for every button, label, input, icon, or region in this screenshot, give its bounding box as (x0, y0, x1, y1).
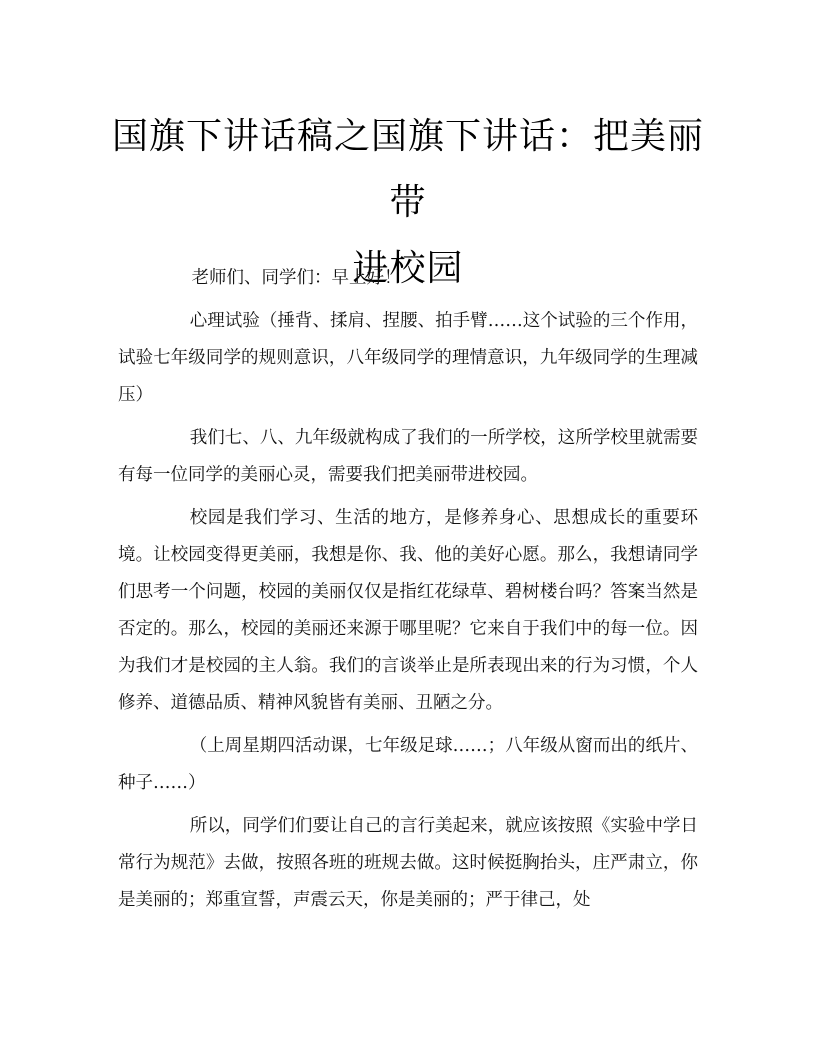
paragraph-conclusion: 所以，同学们们要让自己的言行美起来，就应该按照《实验中学日常行为规范》去做，按照各班的班规去做。这时候挺胸抬头，庄严肃立，你是美丽的；郑重宣誓，声震云天，你是美丽的；严于律己，处 (118, 816, 698, 910)
paragraph-greeting: 老师们、同学们：早上好！ (191, 268, 402, 288)
paragraph-school: 我们七、八、九年级就构成了我们的一所学校，这所学校里就需要有每一位同学的美丽心灵，需要我们把美丽带进校园。 (118, 428, 698, 485)
paragraph-experiment: 心理试验（捶背、揉肩、捏腰、拍手臂……这个试验的三个作用，试验七年级同学的规则意识，八年级同学的理情意识，九年级同学的生理减压） (118, 311, 698, 405)
document-body (118, 260, 698, 925)
paragraph-campus: 校园是我们学习、生活的地方，是修养身心、思想成长的重要环境。让校园变得更美丽，我想是你、我、他的美好心愿。那么，我想请同学们思考一个问题，校园的美丽仅仅是指红花绿草、碧树楼台吗？答案当然是否定的。那么，校园的美丽还来源于哪里呢？它来自于我们中的每一位。因为我们才是校园的主人翁。我们的言谈举止是所表现出来的行为习惯，个人修养、道德品质、精神风貌皆有美丽、丑陋之分。 (118, 508, 698, 713)
title-line-1: 国旗下讲话稿之国旗下讲话：把美丽带 (111, 116, 704, 223)
title-line-2: 进校园 (352, 248, 464, 289)
paragraph-example: （上周星期四活动课，七年级足球……；八年级从窗而出的纸片、种子……） (118, 736, 698, 793)
